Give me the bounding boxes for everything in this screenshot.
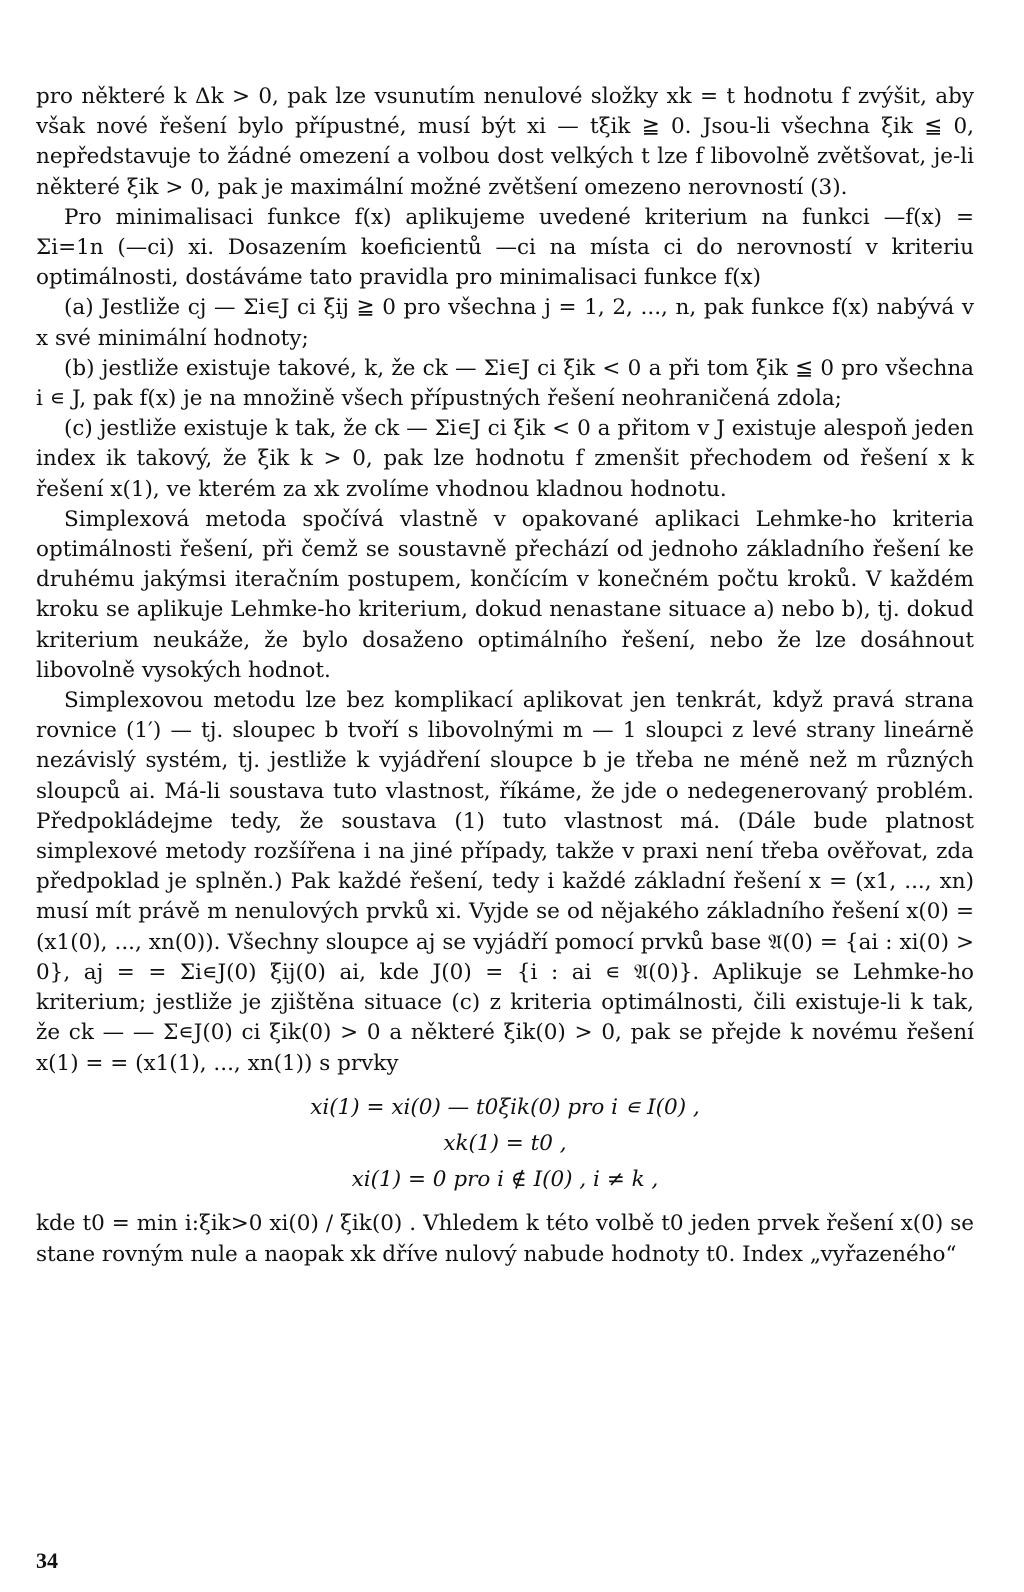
- formula-block: [36, 1093, 974, 1196]
- formula: xi(1) = 0 pro i ∉ I(0) , i ≠ k ,: [351, 1167, 659, 1193]
- rule-a: (a) Jestliže cj — Σi∊J ci ξij ≧ 0 pro všechna j = 1, 2, ..., n, pak funkce f(x) nabývá v x své minimální hodnoty;: [36, 295, 974, 351]
- paragraph: pro některé k Δk > 0, pak lze vsunutím nenulové složky xk = t hodnotu f zvýšit, aby však nové řešení bylo přípustné, musí být xi — tξik ≧ 0. Jsou-li všechna ξik ≦ 0, nepředstavuje to žádné omezení a volbou dost velkých t lze f libovolně zvětšovat, je-li některé ξik > 0, pak je maximální možné zvětšení omezeno nerovností (3).: [36, 84, 974, 200]
- rule-b: (b) jestliže existuje takové, k, že ck — Σi∊J ci ξik < 0 a při tom ξik ≦ 0 pro všechna i ∊ J, pak f(x) je na množině všech přípustných řešení neohraničená zdola;: [36, 355, 974, 412]
- paragraph: Simplexová metoda spočívá vlastně v opakované aplikaci Lehmke-ho kriteria optimálnosti řešení, při čemž se soustavně přechází od jednoho základního řešení ke druhému jakýmsi iteračním postupem, končícím v konečném počtu kroků. V každém kroku se aplikuje Lehmke-ho kriterium, dokud nenastane situace a) nebo b), tj. dokud kriterium neukáže, že bylo dosaženo optimálního řešení, nebo že lze dosáhnout libovolně vysokých hodnot.: [36, 506, 974, 683]
- rule-c: (c) jestliže existuje k tak, že ck — Σi∊J ci ξik < 0 a přitom v J existuje alespoň jeden index ik takový, že ξik k > 0, pak lze hodnotu f zmenšit přechodem od řešení x k řešení x(1), ve kterém za xk zvolíme vhodnou kladnou hodnotu.: [36, 416, 974, 502]
- body-text: [36, 82, 974, 1270]
- formula: xi(1) = xi(0) — t0ξik(0) pro i ∊ I(0) ,: [310, 1094, 700, 1120]
- paragraph: kde t0 = min i:ξik>0 xi(0) / ξik(0) . Vhledem k této volbě t0 jeden prvek řešení x(0) se stane rovným nule a naopak xk dříve nulový nabude hodnoty t0. Index „vyřazeného“: [36, 1211, 974, 1267]
- paragraph: Pro minimalisaci funkce f(x) aplikujeme uvedené kriterium na funkci —f(x) = Σi=1n (—ci) xi. Dosazením koeficientů —ci na místa ci do nerovností v kriteriu optimálnosti, dostáváme tato pravidla pro minimalisaci funkce f(x): [36, 204, 974, 291]
- formula: xk(1) = t0 ,: [443, 1130, 567, 1156]
- paragraph: Simplexovou metodu lze bez komplikací aplikovat jen tenkrát, když pravá strana rovnice (1′) — tj. sloupec b tvoří s libovolnými m — 1 sloupci z levé strany lineárně nezávislý systém, tj. jestliže k vyjádření sloupce b je třeba ne méně než m různých sloupců ai. Má-li soustava tuto vlastnost, říkáme, že jde o nedegenerovaný problém. Předpokládejme tedy, že soustava (1) tuto vlastnost má. (Dále bude platnost simplexové metody rozšířena i na jiné případy, takže v praxi není třeba ověřovat, zda předpoklad je splněn.) Pak každé řešení, tedy i každé základní řešení x = (x1, ..., xn) musí mít právě m nenulových prvků xi. Vyjde se od nějakého základního řešení x(0) = (x1(0), ..., xn(0)). Všechny sloupce aj se vyjádří pomocí prvků base 𝔄(0) = {ai : xi(0) > 0}, aj = = Σi∊J(0) ξij(0) ai, kde J(0) = {i : ai ∊ 𝔄(0)}. Aplikuje se Lehmke-ho kriterium; jestliže je zjištěna situace (c) z kriteria optimálnosti, čili existuje-li k tak, že ck — — Σ∊J(0) ci ξik(0) > 0 a některé ξik(0) > 0, pak se přejde k novému řešení x(1) = = (x1(1), ..., xn(1)) s prvky: [36, 688, 974, 1076]
- page-number: 34: [36, 1548, 58, 1573]
